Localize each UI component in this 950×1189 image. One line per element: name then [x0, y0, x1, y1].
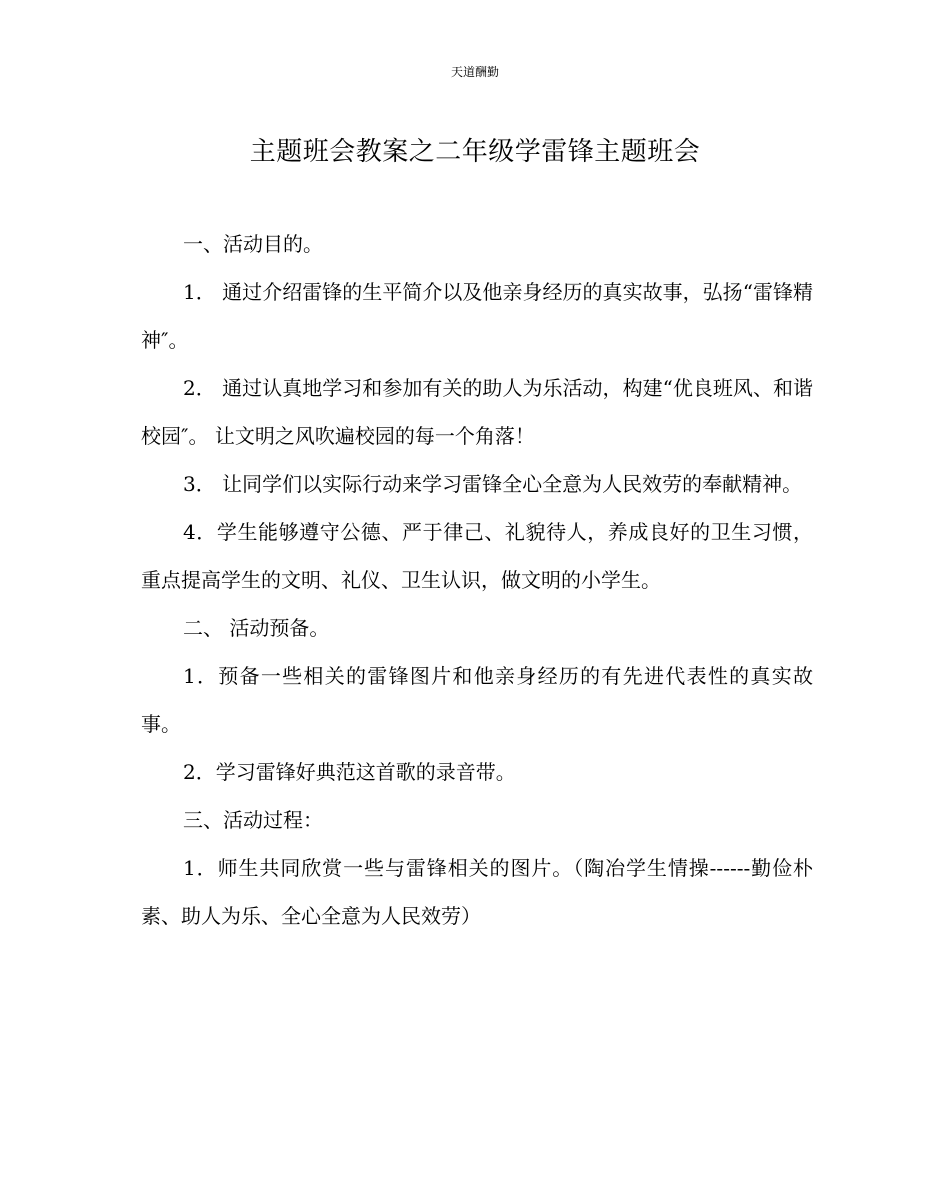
paragraph-purpose-3: 3． 让同学们以实际行动来学习雷锋全心全意为人民效劳的奉献精神。	[183, 472, 803, 496]
document-body	[141, 220, 813, 940]
document-title: 主题班会教案之二年级学雷锋主题班会	[249, 137, 701, 167]
section-heading-preparation: 二、 活动预备。	[183, 616, 330, 640]
paragraph-preparation-2: 2．学习雷锋好典范这首歌的录音带。	[183, 760, 516, 784]
paragraph-purpose-4: 4．学生能够遵守公德、严于律己、礼貌待人，养成良好的卫生习惯，重点提高学生的文明、礼仪、卫生认识，做文明的小学生。	[141, 520, 813, 592]
section-heading-process: 三、活动过程：	[183, 808, 323, 832]
paragraph-process-1: 1．师生共同欣赏一些与雷锋相关的图片。（陶冶学生情操------勤俭朴素、助人为乐、全心全意为人民效劳）	[141, 856, 813, 928]
section-heading-purpose: 一、活动目的。	[183, 232, 323, 256]
page-header: 天道酬勤	[450, 65, 499, 79]
paragraph-purpose-1: 1． 通过介绍雷锋的生平简介以及他亲身经历的真实故事，弘扬“雷锋精神″。	[141, 280, 813, 352]
paragraph-preparation-1: 1．预备一些相关的雷锋图片和他亲身经历的有先进代表性的真实故事。	[141, 664, 813, 736]
paragraph-purpose-2: 2． 通过认真地学习和参加有关的助人为乐活动，构建“优良班风、和谐校园″。 让文明之风吹遍校园的每一个角落！	[141, 376, 813, 448]
